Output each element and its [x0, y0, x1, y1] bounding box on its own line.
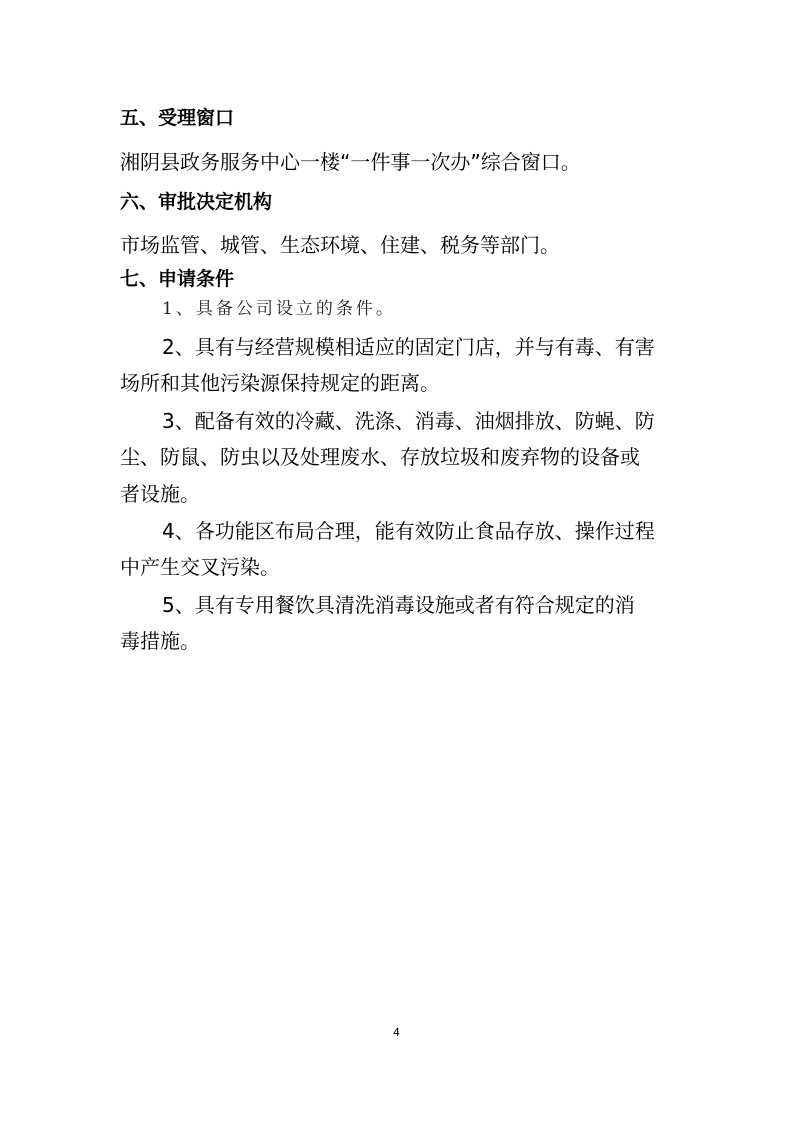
condition-4-line-2: 中产生交叉污染。 — [120, 555, 280, 579]
section-5-text: 湘阴县政务服务中心一楼“一件事一次办”综合窗口。 — [120, 150, 581, 174]
section-6-text: 市场监管、城管、生态环境、住建、税务等部门。 — [120, 233, 560, 257]
section-6-heading: 六、审批决定机构 — [120, 191, 273, 213]
condition-3-line-3: 者设施。 — [120, 482, 200, 506]
condition-3-line-2: 尘、防鼠、防虫以及处理废水、存放垃圾和废弃物的设备或 — [120, 445, 640, 469]
condition-3-line-1: 3、配备有效的冷藏、洗涤、消毒、油烟排放、防蝇、防 — [162, 409, 655, 433]
condition-4-line-1: 4、各功能区布局合理，能有效防止食品存放、操作过程 — [162, 519, 655, 543]
condition-5-line-2: 毒措施。 — [120, 629, 200, 653]
section-5-heading: 五、受理窗口 — [120, 107, 235, 129]
section-7-heading: 七、申请条件 — [120, 268, 235, 290]
condition-1-line-1: 1、具备公司设立的条件。 — [162, 299, 396, 319]
condition-2-line-2: 场所和其他污染源保持规定的距离。 — [120, 371, 440, 395]
condition-2-line-1: 2、具有与经营规模相适应的固定门店，并与有毒、有害 — [162, 335, 655, 359]
page-number: 4 — [393, 1026, 400, 1039]
condition-5-line-1: 5、具有专用餐饮具清洗消毒设施或者有符合规定的消 — [162, 593, 635, 617]
